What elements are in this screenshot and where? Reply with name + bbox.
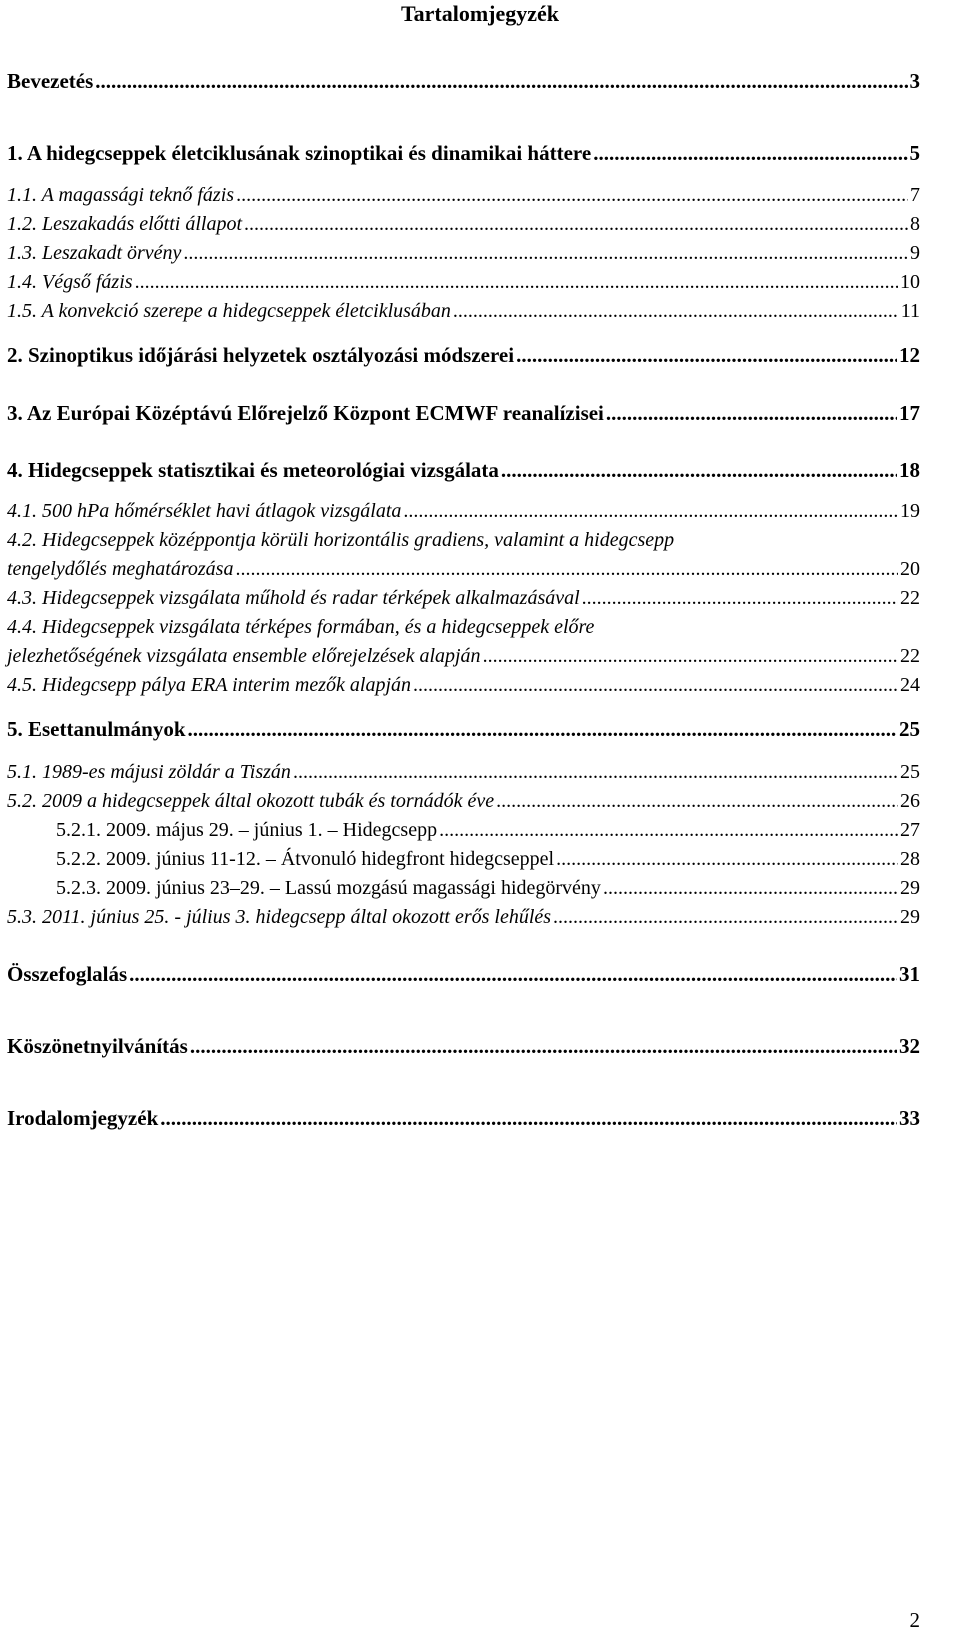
- page-number: 2: [909, 1608, 920, 1632]
- toc-entry-label: jelezhetőségének vizsgálata ensemble előrejelzések alapján: [7, 645, 481, 667]
- toc-entry-section-1-3[interactable]: [7, 239, 920, 267]
- toc-entry-label: 5.2. 2009 a hidegcseppek által okozott tubák és tornádók éve: [7, 790, 495, 812]
- dot-leader: [183, 239, 908, 267]
- toc-entry-section-4-3[interactable]: [7, 584, 920, 612]
- dot-leader: [293, 758, 898, 786]
- toc-entry-label: 1.3. Leszakadt örvény: [7, 242, 182, 264]
- toc-page-number: 7: [910, 184, 920, 206]
- toc-page-number: 27: [900, 819, 920, 841]
- toc-entry-label: 5.3. 2011. június 25. - július 3. hidegcsepp által okozott erős lehűlés: [7, 906, 552, 928]
- toc-entry-label: Irodalomjegyzék: [7, 1106, 159, 1130]
- dot-leader: [603, 874, 898, 902]
- toc-entry-section-5-2[interactable]: [7, 787, 920, 815]
- toc-page-number: 5: [909, 141, 920, 165]
- toc-title: Tartalomjegyzék: [400, 1, 560, 26]
- dot-leader: [593, 139, 907, 167]
- toc-entry-label: 1.2. Leszakadás előtti állapot: [7, 213, 242, 235]
- toc-entry-label: 2. Szinoptikus időjárási helyzetek osztályozási módszerei: [7, 343, 515, 367]
- dot-leader: [95, 67, 907, 95]
- toc-entry-chapter-1[interactable]: [7, 139, 920, 167]
- toc-entry-chapter-4[interactable]: [7, 456, 920, 484]
- dot-leader: [160, 1104, 897, 1132]
- toc-entry-introduction[interactable]: [7, 67, 920, 95]
- toc-entry-label: 5.2.1. 2009. május 29. – június 1. – Hidegcsepp: [56, 819, 438, 841]
- dot-leader: [483, 642, 898, 670]
- toc-entry-chapter-5[interactable]: [7, 715, 920, 743]
- dot-leader: [516, 341, 897, 369]
- toc-entry-summary[interactable]: [7, 960, 920, 988]
- toc-entry-label: tengelydőlés meghatározása: [7, 558, 234, 580]
- dot-leader: [235, 555, 898, 583]
- toc-entry-label: 5. Esettanulmányok: [7, 717, 186, 741]
- toc-entry-section-5-2-3[interactable]: [56, 874, 920, 902]
- toc-entry-section-4-2-line1[interactable]: 4.2. Hidegcseppek középpontja körüli horizontális gradiens, valamint a hidegcsepp: [7, 529, 675, 551]
- toc-entry-acknowledgements[interactable]: [7, 1032, 920, 1060]
- toc-page-number: 17: [899, 401, 920, 425]
- toc-page-number: 33: [899, 1106, 920, 1130]
- toc-entry-section-5-3[interactable]: [7, 903, 920, 931]
- toc-entry-section-4-4-line1[interactable]: 4.4. Hidegcseppek vizsgálata térképes formában, és a hidegcseppek előre: [7, 616, 595, 638]
- dot-leader: [453, 297, 899, 325]
- toc-entry-label: 4.5. Hidegcsepp pálya ERA interim mezők alapján: [7, 674, 412, 696]
- toc-entry-label: 5.2.2. 2009. június 11-12. – Átvonuló hidegfront hidegcseppel: [56, 848, 555, 870]
- toc-page-number: 29: [900, 877, 920, 899]
- toc-entry-label: 1.5. A konvekció szerepe a hidegcseppek életciklusában: [7, 300, 451, 322]
- dot-leader: [496, 787, 898, 815]
- toc-page-number: 19: [900, 500, 920, 522]
- toc-entry-label: Bevezetés: [7, 69, 94, 93]
- dot-leader: [439, 816, 898, 844]
- toc-entry-label: 3. Az Európai Középtávú Előrejelző Központ ECMWF reanalízisei: [7, 401, 604, 425]
- toc-entry-section-1-4[interactable]: [7, 268, 920, 296]
- toc-entry-chapter-2[interactable]: [7, 341, 920, 369]
- toc-entry-section-5-1[interactable]: [7, 758, 920, 786]
- toc-page-number: 10: [900, 271, 920, 293]
- toc-page-number: 26: [900, 790, 920, 812]
- toc-entry-section-4-2[interactable]: [7, 555, 920, 583]
- toc-entry-label: 4. Hidegcseppek statisztikai és meteorológiai vizsgálata: [7, 458, 499, 482]
- dot-leader: [553, 903, 898, 931]
- toc-entry-section-4-5[interactable]: [7, 671, 920, 699]
- dot-leader: [582, 584, 898, 612]
- toc-entry-section-1-1[interactable]: [7, 181, 920, 209]
- toc-page-number: 9: [910, 242, 920, 264]
- toc-entry-section-1-5[interactable]: [7, 297, 920, 325]
- toc-page-number: 11: [900, 300, 920, 322]
- toc-entry-section-5-2-2[interactable]: [56, 845, 920, 873]
- toc-page-number: 20: [900, 558, 920, 580]
- toc-entry-section-1-2[interactable]: [7, 210, 920, 238]
- dot-leader: [413, 671, 898, 699]
- toc-entry-section-4-4[interactable]: [7, 642, 920, 670]
- dot-leader: [556, 845, 898, 873]
- toc-page-number: 12: [899, 343, 920, 367]
- toc-page-number: 8: [910, 213, 920, 235]
- toc-page-number: 28: [900, 848, 920, 870]
- dot-leader: [501, 456, 897, 484]
- toc-entry-label: Összefoglalás: [7, 962, 128, 986]
- toc-entry-label: 5.2.3. 2009. június 23–29. – Lassú mozgású magassági hidegörvény: [56, 877, 601, 899]
- dot-leader: [129, 960, 897, 988]
- toc-page-number: 3: [909, 69, 920, 93]
- dot-leader: [244, 210, 908, 238]
- toc-entry-section-5-2-1[interactable]: [56, 816, 920, 844]
- toc-page-number: 31: [899, 962, 920, 986]
- toc-page-number: 29: [900, 906, 920, 928]
- toc-page-number: 25: [900, 761, 920, 783]
- toc-entry-label: 1.4. Végső fázis: [7, 271, 133, 293]
- toc-entry-label: 4.1. 500 hPa hőmérséklet havi átlagok vizsgálata: [7, 500, 402, 522]
- toc-entry-label: 1. A hidegcseppek életciklusának szinoptikai és dinamikai háttere: [7, 141, 592, 165]
- toc-page-number: 18: [899, 458, 920, 482]
- toc-entry-section-4-1[interactable]: [7, 497, 920, 525]
- dot-leader: [190, 1032, 897, 1060]
- dot-leader: [606, 399, 897, 427]
- toc-page-number: 24: [900, 674, 920, 696]
- toc-page-number: 25: [899, 717, 920, 741]
- dot-leader: [188, 715, 897, 743]
- toc-entry-label: 5.1. 1989-es májusi zöldár a Tiszán: [7, 761, 291, 783]
- toc-page-number: 22: [900, 645, 920, 667]
- toc-page-number: 32: [899, 1034, 920, 1058]
- dot-leader: [403, 497, 898, 525]
- toc-entry-label: 4.3. Hidegcseppek vizsgálata műhold és radar térképek alkalmazásával: [7, 587, 580, 609]
- toc-entry-label: Köszönetnyilvánítás: [7, 1034, 188, 1058]
- toc-entry-chapter-3[interactable]: [7, 399, 920, 427]
- dot-leader: [135, 268, 898, 296]
- toc-page-number: 22: [900, 587, 920, 609]
- toc-entry-label: 1.1. A magassági teknő fázis: [7, 184, 235, 206]
- toc-entry-references[interactable]: [7, 1104, 920, 1132]
- dot-leader: [236, 181, 908, 209]
